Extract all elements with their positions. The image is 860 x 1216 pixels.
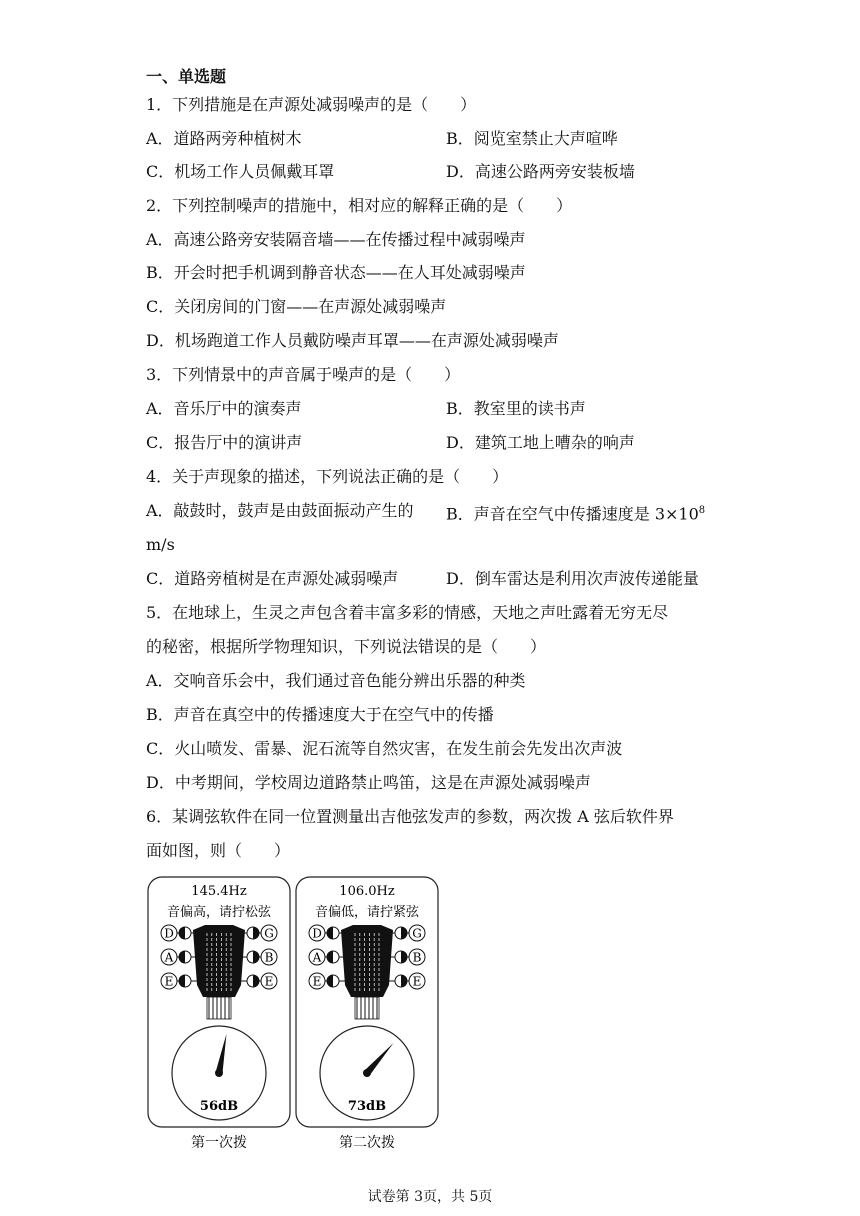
question-1-stem: 1．下列措施是在声源处减弱噪声的是（ ） [146,95,477,114]
string-label-left: E [312,974,322,989]
headstock-body [341,925,393,997]
string-label-right: G [412,926,422,941]
tuner-panel-2-hint: 音偏低，请拧紧弦 [314,905,420,920]
string-label-right: E [264,974,274,989]
gauge-needle-1 [216,1034,227,1074]
tuner-panel-1-caption: 第一次拨 [191,1135,247,1151]
question-1-option-c: C．机场工作人员佩戴耳罩 [146,162,335,181]
question-3-option-a: A．音乐厅中的演奏声 [146,399,302,418]
tuning-peg-fill [401,975,407,987]
string-label-left: A [312,950,322,965]
tuning-peg-fill [253,927,259,939]
tuner-figure [146,875,446,1175]
guitar-neck [355,997,379,1019]
question-5-option-a: A．交响音乐会中，我们通过音色能分辨出乐器的种类 [146,671,526,690]
tuner-panel-1-hint: 音偏高，请拧松弦 [166,905,272,920]
question-5-stem-line-2: 的秘密，根据所学物理知识，下列说法错误的是（ ） [146,637,547,656]
question-4-option-b-unit: m/s [146,535,175,554]
tuner-panel-2-caption: 第二次拨 [339,1135,395,1151]
string-label-right: G [264,926,274,941]
question-5-option-c: C．火山喷发、雷暴、泥石流等自然灾害，在发生前会先发出次声波 [146,739,623,758]
string-label-right: B [264,950,274,965]
question-3-option-c: C．报告厅中的演讲声 [146,433,303,452]
tuning-peg-fill [253,951,259,963]
question-4-option-b-text: B．声音在空气中传播速度是 3×10 [446,504,699,524]
question-2-option-d: D．机场跑道工作人员戴防噪声耳罩——在声源处减弱噪声 [146,331,559,350]
question-2-option-a: A．高速公路旁安装隔音墙——在传播过程中减弱噪声 [146,230,526,249]
guitar-headstock-2 [309,925,425,1019]
string-label-right: B [412,950,422,965]
tuner-figure-svg [146,875,446,1175]
tuning-peg-fill [179,927,185,939]
guitar-neck [207,997,231,1019]
tuning-peg-fill [253,975,259,987]
tuner-panel-2-frequency: 106.0Hz [339,884,395,899]
string-label-right: E [412,974,422,989]
tuning-peg-fill [401,951,407,963]
question-3-stem: 3．下列情景中的声音属于噪声的是（ ） [146,365,461,384]
question-6-stem-line-1: 6．某调弦软件在同一位置测量出吉他弦发声的参数，两次拨 A 弦后软件界 [146,807,674,826]
tuning-peg-fill [327,927,333,939]
question-6-stem-line-2: 面如图，则（ ） [146,841,291,860]
string-label-left: A [164,950,174,965]
tuning-peg-fill [327,951,333,963]
question-5-option-d: D．中考期间，学校周边道路禁止鸣笛，这是在声源处减弱噪声 [146,773,591,792]
question-3-option-b: B．教室里的读书声 [446,399,586,418]
tuner-panel-1 [148,877,290,1127]
string-label-left: D [312,926,322,941]
question-1-option-a: A．道路两旁种植树木 [146,129,302,148]
guitar-headstock-1 [161,925,277,1019]
question-4-option-a: A．敲鼓时，鼓声是由鼓面振动产生的 [146,501,414,520]
tuner-panel-1-frequency: 145.4Hz [191,884,247,899]
question-4-stem: 4．关于声现象的描述，下列说法正确的是（ ） [146,467,509,486]
tuning-peg-fill [327,975,333,987]
tuning-peg-fill [401,927,407,939]
page-footer: 试卷第 3页，共 5页 [367,1189,493,1205]
question-1-option-b: B．阅览室禁止大声喧哗 [446,129,618,148]
question-2-option-c: C．关闭房间的门窗——在声源处减弱噪声 [146,297,447,316]
tuner-panel-1-decibel: 56dB [199,1099,239,1114]
section-title: 一、单选题 [146,67,227,86]
string-label-left: D [164,926,174,941]
question-4-option-d: D．倒车雷达是利用次声波传递能量 [446,569,699,588]
question-3-option-d: D．建筑工地上嘈杂的响声 [446,433,635,452]
tuning-peg-fill [179,975,185,987]
string-label-left: E [164,974,174,989]
question-4-option-b [446,500,705,525]
tuner-panel-2 [296,877,438,1127]
question-2-option-b: B．开会时把手机调到静音状态——在人耳处减弱噪声 [146,263,526,282]
tuning-peg-fill [179,951,185,963]
question-5-option-b: B．声音在真空中的传播速度大于在空气中的传播 [146,705,494,724]
question-1-option-d: D．高速公路两旁安装板墙 [446,162,635,181]
gauge-needle-2 [364,1043,393,1075]
question-4-option-c: C．道路旁植树是在声源处减弱噪声 [146,569,399,588]
tuner-panel-2-decibel: 73dB [347,1099,387,1114]
headstock-body [193,925,245,997]
question-4-option-b-exponent: 8 [698,505,706,516]
question-5-stem-line-1: 5．在地球上，生灵之声包含着丰富多彩的情感，天地之声吐露着无穷无尽 [146,603,669,622]
question-2-stem: 2．下列控制噪声的措施中，相对应的解释正确的是（ ） [146,196,573,215]
